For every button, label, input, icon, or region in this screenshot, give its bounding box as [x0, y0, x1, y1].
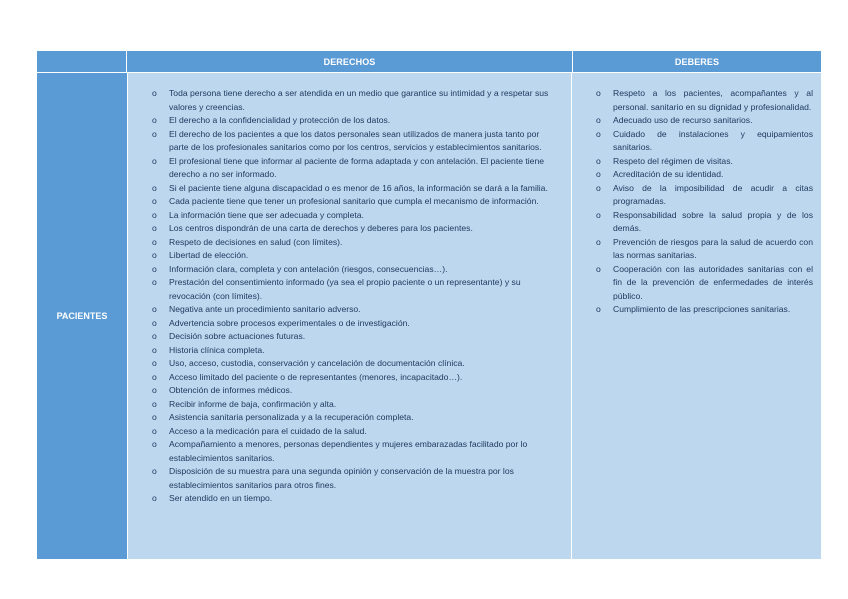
bullet-circle-icon: o	[152, 344, 157, 355]
bullet-circle-icon: o	[152, 182, 157, 193]
bullet-circle-icon: o	[152, 155, 157, 166]
bullet-circle-icon: o	[152, 398, 157, 409]
duties-list-item	[596, 168, 813, 182]
duties-list-item	[596, 155, 813, 169]
duties-list-item-text: Aviso de la imposibilidad de acudir a citas programadas.	[613, 182, 813, 206]
rights-list-item-text: Advertencia sobre procesos experimentales o de investigación.	[169, 317, 410, 328]
duties-list-item	[596, 182, 813, 209]
bullet-circle-icon: o	[152, 115, 157, 125]
header-corner	[37, 51, 127, 72]
bullet-circle-icon: o	[152, 263, 157, 274]
rights-list-item-text: El derecho de los pacientes a que los datos personales sean utilizados de manera justa tanto por parte de los profesionales sanitarios como por los centros, servicios y establecimientos sanitarios.	[169, 128, 542, 152]
rights-list-item	[152, 236, 561, 250]
duties-list-item	[596, 209, 813, 236]
duties-cell	[572, 72, 821, 559]
duties-list-item	[596, 128, 813, 155]
rights-list-item-text: Asistencia sanitaria personalizada y a la recuperación completa.	[169, 412, 414, 422]
header-duties: DEBERES	[572, 51, 821, 72]
rights-list-item	[152, 344, 561, 358]
bullet-circle-icon: o	[152, 371, 157, 382]
rights-list-item	[152, 398, 561, 412]
rights-list-item	[152, 357, 561, 371]
row-label-patients: PACIENTES	[37, 72, 127, 559]
rights-list-item	[152, 411, 561, 425]
duties-list-item-text: Acreditación de su identidad.	[613, 169, 724, 179]
rights-list-item-text: Los centros dispondrán de una carta de derechos y deberes para los pacientes.	[169, 223, 473, 233]
bullet-circle-icon: o	[152, 128, 157, 139]
duties-list-item	[596, 263, 813, 304]
duties-list-item-text: Responsabilidad sobre la salud propia y de los demás.	[613, 209, 813, 233]
rights-list-item	[152, 330, 561, 344]
bullet-circle-icon: o	[596, 304, 601, 314]
rights-list-item-text: Acceso a la medicación para el cuidado de la salud.	[169, 425, 367, 436]
rights-list-item	[152, 465, 561, 492]
rights-list	[128, 73, 571, 506]
rights-list-item	[152, 209, 561, 223]
rights-list-item	[152, 303, 561, 317]
bullet-circle-icon: o	[152, 304, 157, 314]
bullet-circle-icon: o	[152, 317, 157, 328]
bullet-circle-icon: o	[152, 466, 157, 476]
bullet-circle-icon: o	[596, 155, 601, 166]
bullet-circle-icon: o	[596, 236, 601, 247]
rights-list-item-text: Información clara, completa y con antelación (riesgos, consecuencias…).	[169, 263, 448, 274]
duties-list-item-text: Cumplimiento de las prescripciones sanitarias.	[613, 304, 791, 314]
rights-list-item	[152, 492, 561, 506]
bullet-circle-icon: o	[152, 88, 157, 98]
rights-list-item	[152, 249, 561, 263]
rights-list-item-text: El profesional tiene que informar al paciente de forma adaptada y con antelación. El paciente tiene derecho a no ser informado.	[169, 155, 545, 179]
rights-list-item-text: Cada paciente tiene que tener un profesional sanitario que cumpla el mecanismo de información.	[169, 196, 539, 206]
duties-list-item-text: Respeto a los pacientes, acompañantes y al personal. sanitario en su dignidad y profesionalidad.	[613, 88, 813, 112]
duties-list-item-text: Cuidado de instalaciones y equipamientos sanitarios.	[613, 128, 813, 152]
rights-list-item-text: Negativa ante un procedimiento sanitario adverso.	[169, 304, 361, 314]
rights-list-item-text: Acompañamiento a menores, personas dependientes y mujeres embarazadas facilitado por lo establecimientos sanitarios.	[169, 439, 528, 463]
rights-list-item-text: Libertad de elección.	[169, 250, 249, 260]
rights-list-item-text: Uso, acceso, custodia, conservación y cancelación de documentación clínica.	[169, 358, 465, 368]
rights-list-item	[152, 222, 561, 236]
duties-list-item	[596, 303, 813, 317]
bullet-circle-icon: o	[596, 182, 601, 193]
rights-cell	[127, 72, 572, 559]
bullet-circle-icon: o	[152, 196, 157, 206]
rights-duties-table	[37, 51, 821, 559]
rights-list-item-text: Historia clínica completa.	[169, 344, 265, 355]
bullet-circle-icon: o	[152, 425, 157, 436]
rights-list-item-text: Toda persona tiene derecho a ser atendida en un medio que garantice su intimidad y a respetar sus valores y creencias.	[169, 88, 549, 112]
duties-list-item-text: Prevención de riesgos para la salud de acuerdo con las normas sanitarias.	[613, 236, 813, 260]
duties-list-item-text: Cooperación con las autoridades sanitarias con el fin de la prevención de enfermedades de interés público.	[613, 263, 813, 301]
rights-list-item	[152, 155, 561, 182]
rights-list-item-text: Ser atendido en un tiempo.	[169, 493, 273, 503]
duties-list-item-text: Respeto del régimen de visitas.	[613, 155, 733, 166]
rights-list-item-text: Acceso limitado del paciente o de representantes (menores, incapacitado…).	[169, 371, 463, 382]
bullet-circle-icon: o	[152, 439, 157, 449]
rights-list-item	[152, 276, 561, 303]
rights-list-item-text: Prestación del consentimiento informado (ya sea el propio paciente o un representante) y su revocación (con límites).	[169, 277, 521, 301]
rights-list-item-text: Si el paciente tiene alguna discapacidad o es menor de 16 años, la información se dará a la familia.	[169, 182, 548, 193]
header-rights: DERECHOS	[127, 51, 572, 72]
rights-list-item-text: El derecho a la confidencialidad y protección de los datos.	[169, 115, 391, 125]
rights-list-item	[152, 263, 561, 277]
rights-list-item-text: Decisión sobre actuaciones futuras.	[169, 331, 306, 341]
duties-list-item	[596, 236, 813, 263]
bullet-circle-icon: o	[152, 277, 157, 287]
rights-list-item-text: Obtención de informes médicos.	[169, 385, 293, 395]
bullet-circle-icon: o	[152, 223, 157, 233]
duties-list-item-text: Adecuado uso de recurso sanitarios.	[613, 115, 753, 125]
rights-list-item	[152, 182, 561, 196]
rights-list-item	[152, 114, 561, 128]
rights-list-item	[152, 317, 561, 331]
bullet-circle-icon: o	[152, 236, 157, 247]
bullet-circle-icon: o	[152, 493, 157, 503]
rights-list-item	[152, 87, 561, 114]
rights-list-item	[152, 438, 561, 465]
duties-list	[572, 73, 821, 317]
bullet-circle-icon: o	[596, 209, 601, 220]
bullet-circle-icon: o	[152, 209, 157, 220]
rights-list-item-text: Respeto de decisiones en salud (con límites).	[169, 236, 343, 247]
bullet-circle-icon: o	[152, 331, 157, 341]
rights-list-item	[152, 384, 561, 398]
duties-list-item	[596, 114, 813, 128]
bullet-circle-icon: o	[596, 263, 601, 274]
bullet-circle-icon: o	[596, 169, 601, 179]
rights-list-item	[152, 195, 561, 209]
rights-list-item-text: Disposición de su muestra para una segunda opinión y conservación de la muestra por los establecimientos sanitarios para otros fines.	[169, 466, 514, 490]
bullet-circle-icon: o	[152, 412, 157, 422]
bullet-circle-icon: o	[596, 88, 601, 98]
rights-list-item-text: Recibir informe de baja, confirmación y alta.	[169, 398, 337, 409]
bullet-circle-icon: o	[152, 250, 157, 260]
rights-list-item	[152, 425, 561, 439]
rights-list-item-text: La información tiene que ser adecuada y completa.	[169, 209, 364, 220]
bullet-circle-icon: o	[152, 385, 157, 395]
bullet-circle-icon: o	[596, 115, 601, 125]
rights-list-item	[152, 128, 561, 155]
duties-list-item	[596, 87, 813, 114]
bullet-circle-icon: o	[596, 128, 601, 139]
bullet-circle-icon: o	[152, 358, 157, 368]
rights-list-item	[152, 371, 561, 385]
